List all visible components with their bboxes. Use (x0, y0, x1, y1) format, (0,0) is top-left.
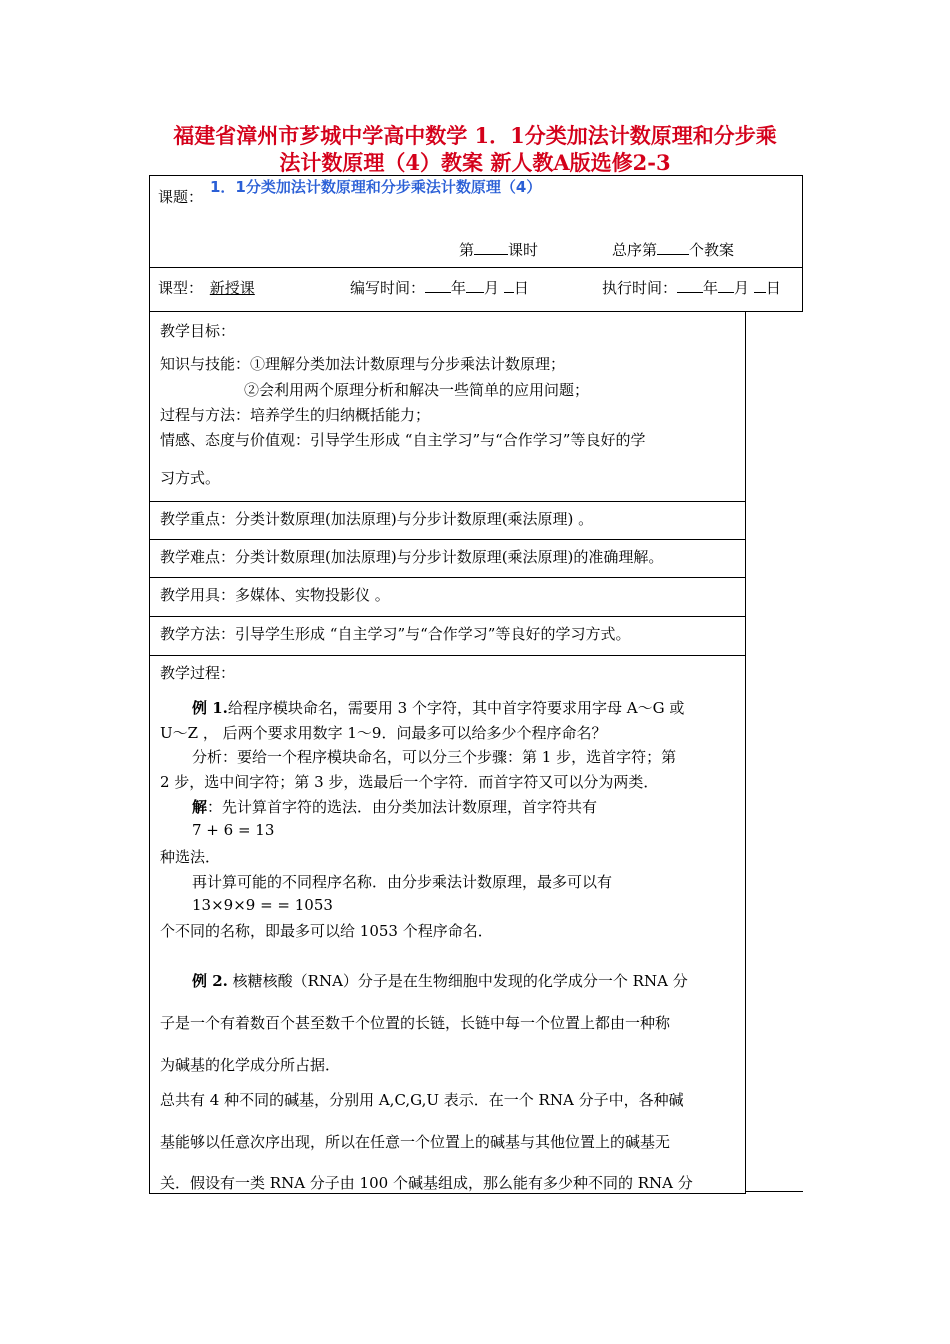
solution-equation-1: 7 + 6 = 13 (192, 821, 275, 839)
example-1-label: 例 1. (192, 699, 228, 717)
difficulty: 教学难点：分类计数原理(加法原理)与分步计数原理(乘法原理)的准确理解。 (160, 548, 664, 566)
example-2-line-1: 例 2. 核糖核酸（RNA）分子是在生物细胞中发现的化学成分一个 RNA 分 (192, 972, 688, 990)
solution-line-4: 个不同的名称，即最多可以给 1053 个程序命名． (160, 922, 493, 940)
solution-line-3: 再计算可能的不同程序名称．由分步乘法计数原理，最多可以有 (192, 873, 613, 891)
execute-time: 执行时间： 年 月 日 (602, 279, 781, 297)
analysis-line-2: 2 步，选中间字符；第 3 步，选最后一个字符．而首字符又可以分为两类． (160, 773, 659, 791)
document-title-line-2: 法计数原理（4）教案 新人教A版选修2-3 (279, 150, 671, 175)
example-2-line-3: 为碱基的化学成分所占据． (160, 1056, 341, 1074)
analysis-line-1: 分析：要给一个程序模块命名，可以分三个步骤：第 1 步，选首字符；第 (192, 748, 677, 766)
solution-line-2: 种选法． (160, 848, 221, 866)
example-2-line-5: 基能够以任意次序出现，所以在任意一个位置上的碱基与其他位置上的碱基无 (160, 1133, 671, 1151)
example-1-line-1: 例 1.给程序模块命名，需要用 3 个字符，其中首字符要求用字母 A～G 或 (192, 699, 685, 717)
tools: 教学用具：多媒体、实物投影仪 。 (160, 586, 390, 604)
topic-label: 课题： (158, 188, 204, 206)
example-2-line-2: 子是一个有着数百个甚至数千个位置的长链，长链中每一个位置上都由一种称 (160, 1014, 671, 1032)
objectives-title: 教学目标： (160, 322, 236, 340)
process-title: 教学过程： (160, 664, 236, 682)
lesson-type: 课型： 新授课 (158, 277, 273, 298)
objective-knowledge-2: ②会利用两个原理分析和解决一些简单的应用问题； (244, 381, 590, 399)
example-2-line-6: 关．假设有一类 RNA 分子由 100 个碱基组成，那么能有多少种不同的 RNA 分 (160, 1174, 693, 1192)
solution-equation-2: 13×9×9 = = 1053 (192, 896, 333, 914)
objective-emotion-1: 情感、态度与价值观：引导学生形成 “自主学习”与“合作学习”等良好的学 (160, 431, 646, 449)
objective-emotion-2: 习方式。 (160, 469, 221, 487)
objective-knowledge-1: 知识与技能：①理解分类加法计数原理与分步乘法计数原理； (160, 355, 566, 373)
lesson-count: 第 课时 (459, 241, 539, 259)
total-count: 总序第 个教案 (612, 241, 735, 259)
document-title-line-1: 福建省漳州市芗城中学高中数学 1．1分类加法计数原理和分步乘 (173, 123, 777, 148)
topic-value: 1．1分类加法计数原理和分步乘法计数原理（4） (210, 178, 542, 196)
document-title (120, 122, 830, 176)
example-1-line-2: U～Z ， 后两个要求用数字 1～9．问最多可以给多少个程序命名？ (160, 724, 607, 742)
lesson-type-value: 新授课 (209, 279, 255, 297)
key-point: 教学重点：分类计数原理(加法原理)与分步计数原理(乘法原理) 。 (160, 510, 594, 528)
method: 教学方法：引导学生形成 “自主学习”与“合作学习”等良好的学习方式。 (160, 625, 631, 643)
solution-label: 解 (192, 798, 208, 816)
compile-time: 编写时间： 年 月 日 (350, 279, 529, 297)
objective-process: 过程与方法：培养学生的归纳概括能力； (160, 406, 431, 424)
example-2-line-4: 总共有 4 种不同的碱基，分别用 A,C,G,U 表示．在一个 RNA 分子中，各种碱 (160, 1091, 684, 1109)
example-2-label: 例 2. (192, 972, 228, 990)
solution-line-1: 解：先计算首字符的选法．由分类加法计数原理，首字符共有 (192, 798, 598, 816)
